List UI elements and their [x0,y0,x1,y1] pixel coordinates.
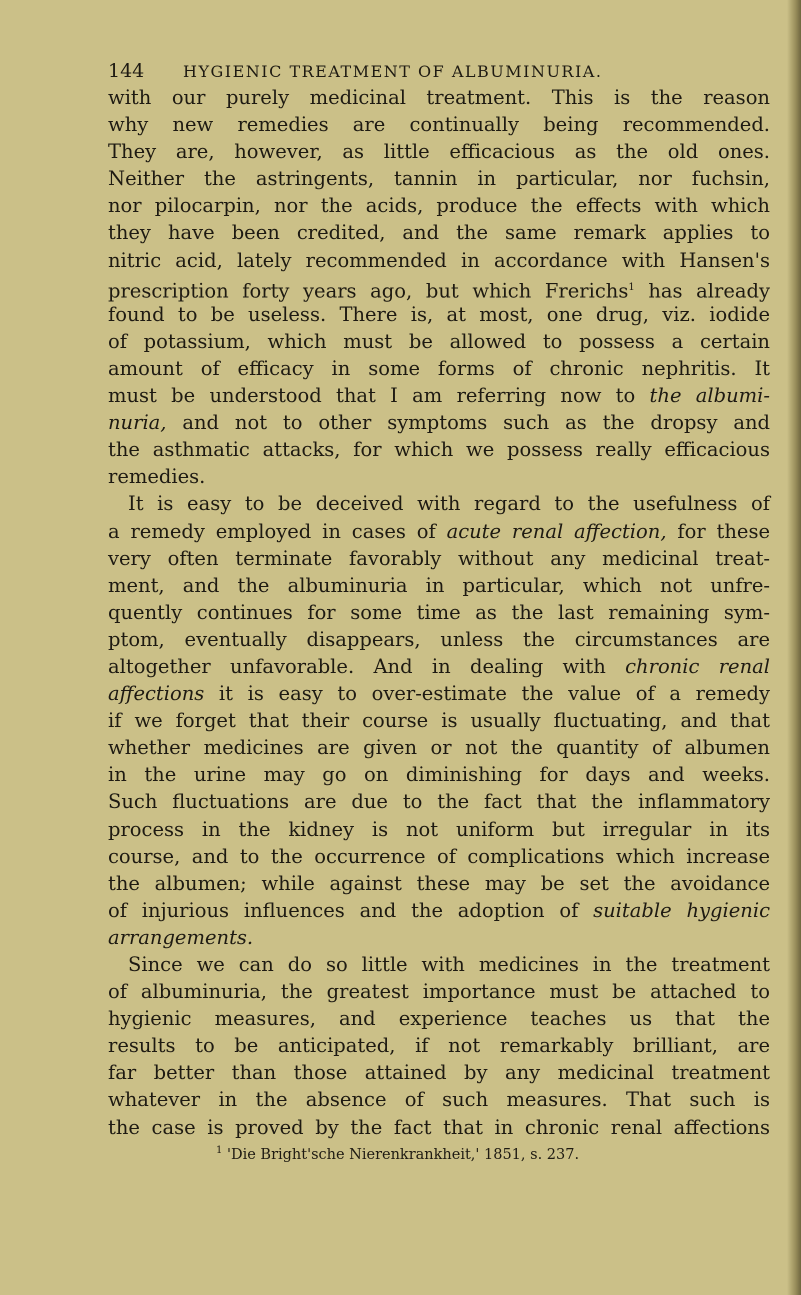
text-segment: for these [666,519,770,543]
text-line [108,707,770,734]
page-number: 144 [108,60,145,82]
text-line [108,816,770,843]
text-segment: of potassium, which must be allowed to possess a certain [108,329,770,353]
footnote-marker: 1 [216,1145,223,1156]
text-segment: must be understood that I am referring now to [108,384,650,408]
text-segment: whether medicines are given or not the quantity of albumen [108,736,770,760]
text-segment: altogether unfavorable. And in dealing with [108,654,626,678]
text-line [108,409,770,436]
text-segment: nitric acid, lately recommended in accordance with Hansen's [108,248,770,272]
text-line [108,572,770,599]
text-segment: if we forget that their course is usually fluctuating, and that [108,709,770,733]
text-line [108,192,770,219]
running-title: HYGIENIC TREATMENT OF ALBUMINURIA. [183,62,603,81]
text-line [108,653,770,680]
text-line [108,1059,770,1086]
text-segment: the asthmatic attacks, for which we possess really efficacious [108,438,770,462]
text-segment: ment, and the albuminuria in particular, which not unfre- [108,573,770,597]
text-line [108,897,770,924]
text-line [108,924,770,951]
text-segment: nor pilocarpin, nor the acids, produce the effects with which [108,194,770,218]
text-line [108,138,770,165]
text-line [108,518,770,545]
text-line [108,490,770,517]
text-segment: of injurious influences and the adoption of [108,898,594,922]
text-line [108,165,770,192]
text-line [108,599,770,626]
page-gutter-shadow [787,0,801,1295]
text-line [108,219,770,246]
text-segment: It is easy to be deceived with regard to the usefulness of [128,492,770,516]
italic-text: arrangements. [108,925,254,949]
text-segment: quently continues for some time as the last remaining sym- [108,600,770,624]
text-line [108,436,770,463]
footnote-text: 'Die Bright'sche Nierenkrankheit,' 1851, s. 237. [226,1146,580,1163]
italic-text: suitable hygienic [593,898,770,922]
running-header [108,60,770,86]
text-line [108,1005,770,1032]
text-line [108,788,770,815]
text-segment: Neither the astringents, tannin in particular, nor fuchsin, [108,167,770,191]
text-line [108,1114,770,1141]
text-segment: ptom, eventually disappears, unless the circumstances are [108,627,770,651]
text-line [108,626,770,653]
text-segment: the case is proved by the fact that in chronic renal affections [108,1115,770,1139]
text-line [108,382,770,409]
text-segment: in the urine may go on diminishing for days and weeks. [108,763,770,787]
text-segment: They are, however, as little efficacious as the old ones. [108,140,770,164]
text-line [108,463,770,490]
italic-text: chronic renal [625,654,770,678]
italic-text: affections [108,682,205,706]
text-line [108,247,770,274]
text-line [108,843,770,870]
text-segment: they have been credited, and the same remark applies to [108,221,770,245]
text-segment: a remedy employed in cases of [108,519,447,543]
italic-text: the albumi- [649,384,770,408]
text-segment: far better than those attained by any medicinal treatment [108,1061,770,1085]
text-line [108,870,770,897]
text-segment: amount of efficacy in some forms of chronic nephritis. It [108,356,770,380]
footnote-reference: 1 [628,281,635,293]
text-line [108,1032,770,1059]
text-segment: course, and to the occurrence of complications which increase [108,844,770,868]
text-segment: results to be anticipated, if not remarkably brilliant, are [108,1034,770,1058]
text-line [108,680,770,707]
text-segment: remedies. [108,465,206,489]
text-line [108,951,770,978]
text-segment: of albuminuria, the greatest importance must be attached to [108,980,770,1004]
body-text [108,84,770,1141]
text-segment: very often terminate favorably without any medicinal treat- [108,546,770,570]
text-segment: with our purely medicinal treatment. This is the reason [108,86,770,109]
text-line [108,111,770,138]
text-line [108,84,770,111]
text-segment: prescription forty years ago, but which Frerichs [108,279,629,303]
text-line [108,1086,770,1113]
text-segment: why new remedies are continually being recommended. [108,113,770,137]
text-segment: hygienic measures, and experience teaches us that the [108,1007,770,1031]
footnote [216,1145,579,1163]
text-segment: it is easy to over-estimate the value of a remedy [204,682,770,706]
text-segment: found to be useless. There is, at most, one drug, viz. iodide [108,302,770,326]
text-line [108,328,770,355]
text-line [108,734,770,761]
text-line [108,978,770,1005]
italic-text: nuria, [108,411,167,435]
text-line [108,761,770,788]
text-segment: has already [634,279,770,303]
text-line [108,355,770,382]
italic-text: acute renal affection, [446,519,667,543]
text-segment: Such fluctuations are due to the fact that the inflammatory [108,790,770,814]
text-segment: Since we can do so little with medicines in the treatment [128,953,770,976]
text-line [108,301,770,328]
text-segment: whatever in the absence of such measures. That such is [108,1088,770,1112]
text-line [108,274,770,301]
text-segment: and not to other symptoms such as the dropsy and [166,411,770,435]
text-segment: process in the kidney is not uniform but irregular in its [108,817,770,841]
text-line [108,545,770,572]
text-segment: the albumen; while against these may be set the avoidance [108,871,770,895]
